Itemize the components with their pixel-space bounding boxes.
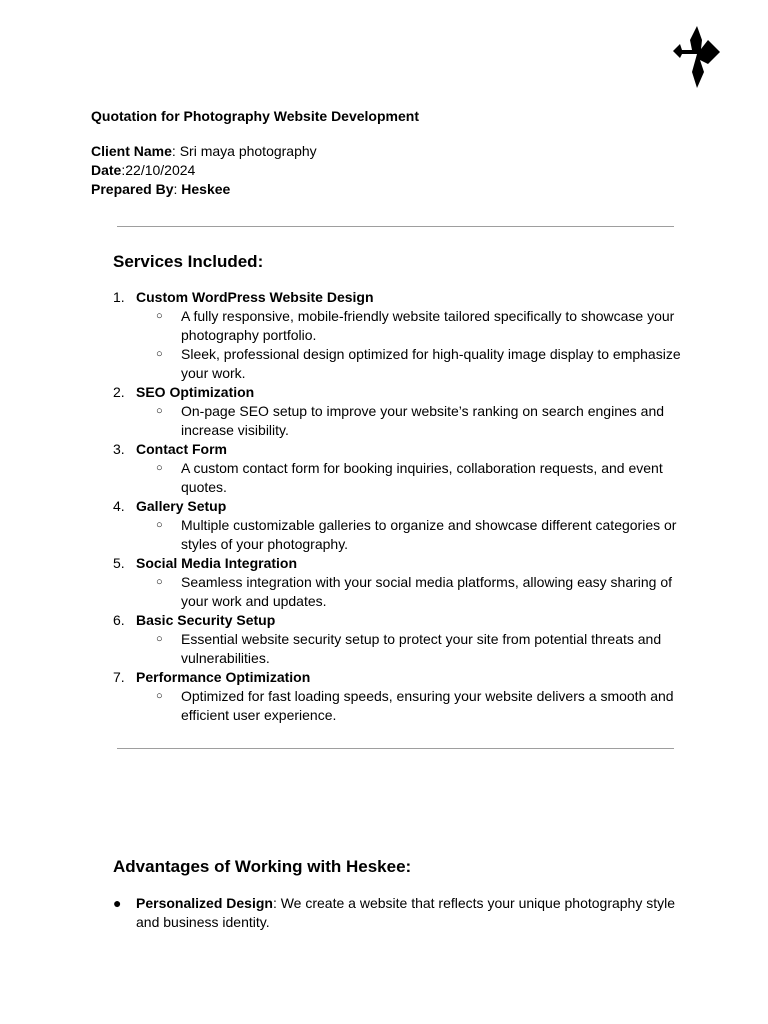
services-heading: Services Included: [113, 252, 264, 271]
service-detail-text: Seamless integration with your social media platforms, allowing easy sharing of your work and updates. [181, 574, 673, 609]
service-detail-text: Essential website security setup to protect your site from potential threats and vulnerabilities. [181, 631, 662, 666]
date-label: Date [91, 162, 122, 178]
advantage-text: : We create a website that reflects your unique photography style and business identity. [136, 895, 676, 930]
advantage-title: Personalized Design [136, 895, 273, 911]
service-detail-text: Sleek, professional design optimized for high-quality image display to emphasize your work. [181, 346, 681, 381]
service-detail-text: A custom contact form for booking inquiries, collaboration requests, and event quotes. [181, 460, 663, 495]
service-number: 3. [113, 441, 125, 457]
service-detail-text: On-page SEO setup to improve your website’s ranking on search engines and increase visibility. [181, 403, 665, 438]
service-number: 1. [113, 289, 125, 305]
service-title: Basic Security Setup [136, 612, 276, 628]
service-detail [136, 630, 683, 668]
quote-meta [91, 142, 317, 199]
advantages-heading: Advantages of Working with Heskee: [113, 857, 412, 876]
service-detail [136, 402, 683, 440]
services-list [113, 288, 683, 725]
client-name-row [91, 142, 317, 161]
hollow-bullet-icon: ○ [156, 405, 163, 417]
service-detail-text: A fully responsive, mobile-friendly website tailored specifically to showcase your photography portfolio. [181, 308, 675, 343]
service-title: Gallery Setup [136, 498, 227, 514]
hollow-bullet-icon: ○ [156, 519, 163, 531]
service-item [113, 554, 683, 611]
horizontal-divider [117, 226, 674, 227]
advantages-list [113, 894, 683, 932]
service-item [113, 668, 683, 725]
service-number: 5. [113, 555, 125, 571]
hollow-bullet-icon: ○ [156, 310, 163, 322]
service-item [113, 497, 683, 554]
service-detail [136, 687, 683, 725]
service-item [113, 440, 683, 497]
service-detail [136, 459, 683, 497]
service-title: Performance Optimization [136, 669, 311, 685]
service-title: Social Media Integration [136, 555, 298, 571]
hk-logo [668, 24, 728, 90]
bullet-icon: ● [113, 895, 122, 911]
service-item [113, 611, 683, 668]
service-item [113, 383, 683, 440]
service-detail [136, 573, 683, 611]
horizontal-divider [117, 748, 674, 749]
service-detail [136, 345, 683, 383]
prepared-by-sep: : [173, 181, 182, 197]
prepared-by-label: Prepared By [91, 181, 174, 197]
advantage-item [113, 894, 683, 932]
hollow-bullet-icon: ○ [156, 462, 163, 474]
prepared-by-row [91, 180, 317, 199]
prepared-by-value: Heskee [181, 181, 231, 197]
hollow-bullet-icon: ○ [156, 690, 163, 702]
service-number: 7. [113, 669, 125, 685]
hollow-bullet-icon: ○ [156, 576, 163, 588]
document-title: Quotation for Photography Website Development [91, 108, 419, 124]
service-number: 2. [113, 384, 125, 400]
hk-monogram-icon [668, 24, 728, 90]
hollow-bullet-icon: ○ [156, 348, 163, 360]
service-detail [136, 307, 683, 345]
service-title: Contact Form [136, 441, 227, 457]
service-detail-text: Optimized for fast loading speeds, ensuring your website delivers a smooth and efficient user experience. [181, 688, 674, 723]
date-row [91, 161, 317, 180]
date-value: 22/10/2024 [125, 162, 196, 178]
client-name-sep: : [171, 143, 180, 159]
client-name-value: Sri maya photography [179, 143, 317, 159]
service-title: SEO Optimization [136, 384, 255, 400]
service-detail [136, 516, 683, 554]
hollow-bullet-icon: ○ [156, 633, 163, 645]
service-number: 4. [113, 498, 125, 514]
service-title: Custom WordPress Website Design [136, 289, 374, 305]
service-item [113, 288, 683, 383]
service-detail-text: Multiple customizable galleries to organize and showcase different categories or styles of your photography. [181, 517, 677, 552]
date-sep: : [121, 162, 126, 178]
service-number: 6. [113, 612, 125, 628]
client-name-label: Client Name [91, 143, 172, 159]
